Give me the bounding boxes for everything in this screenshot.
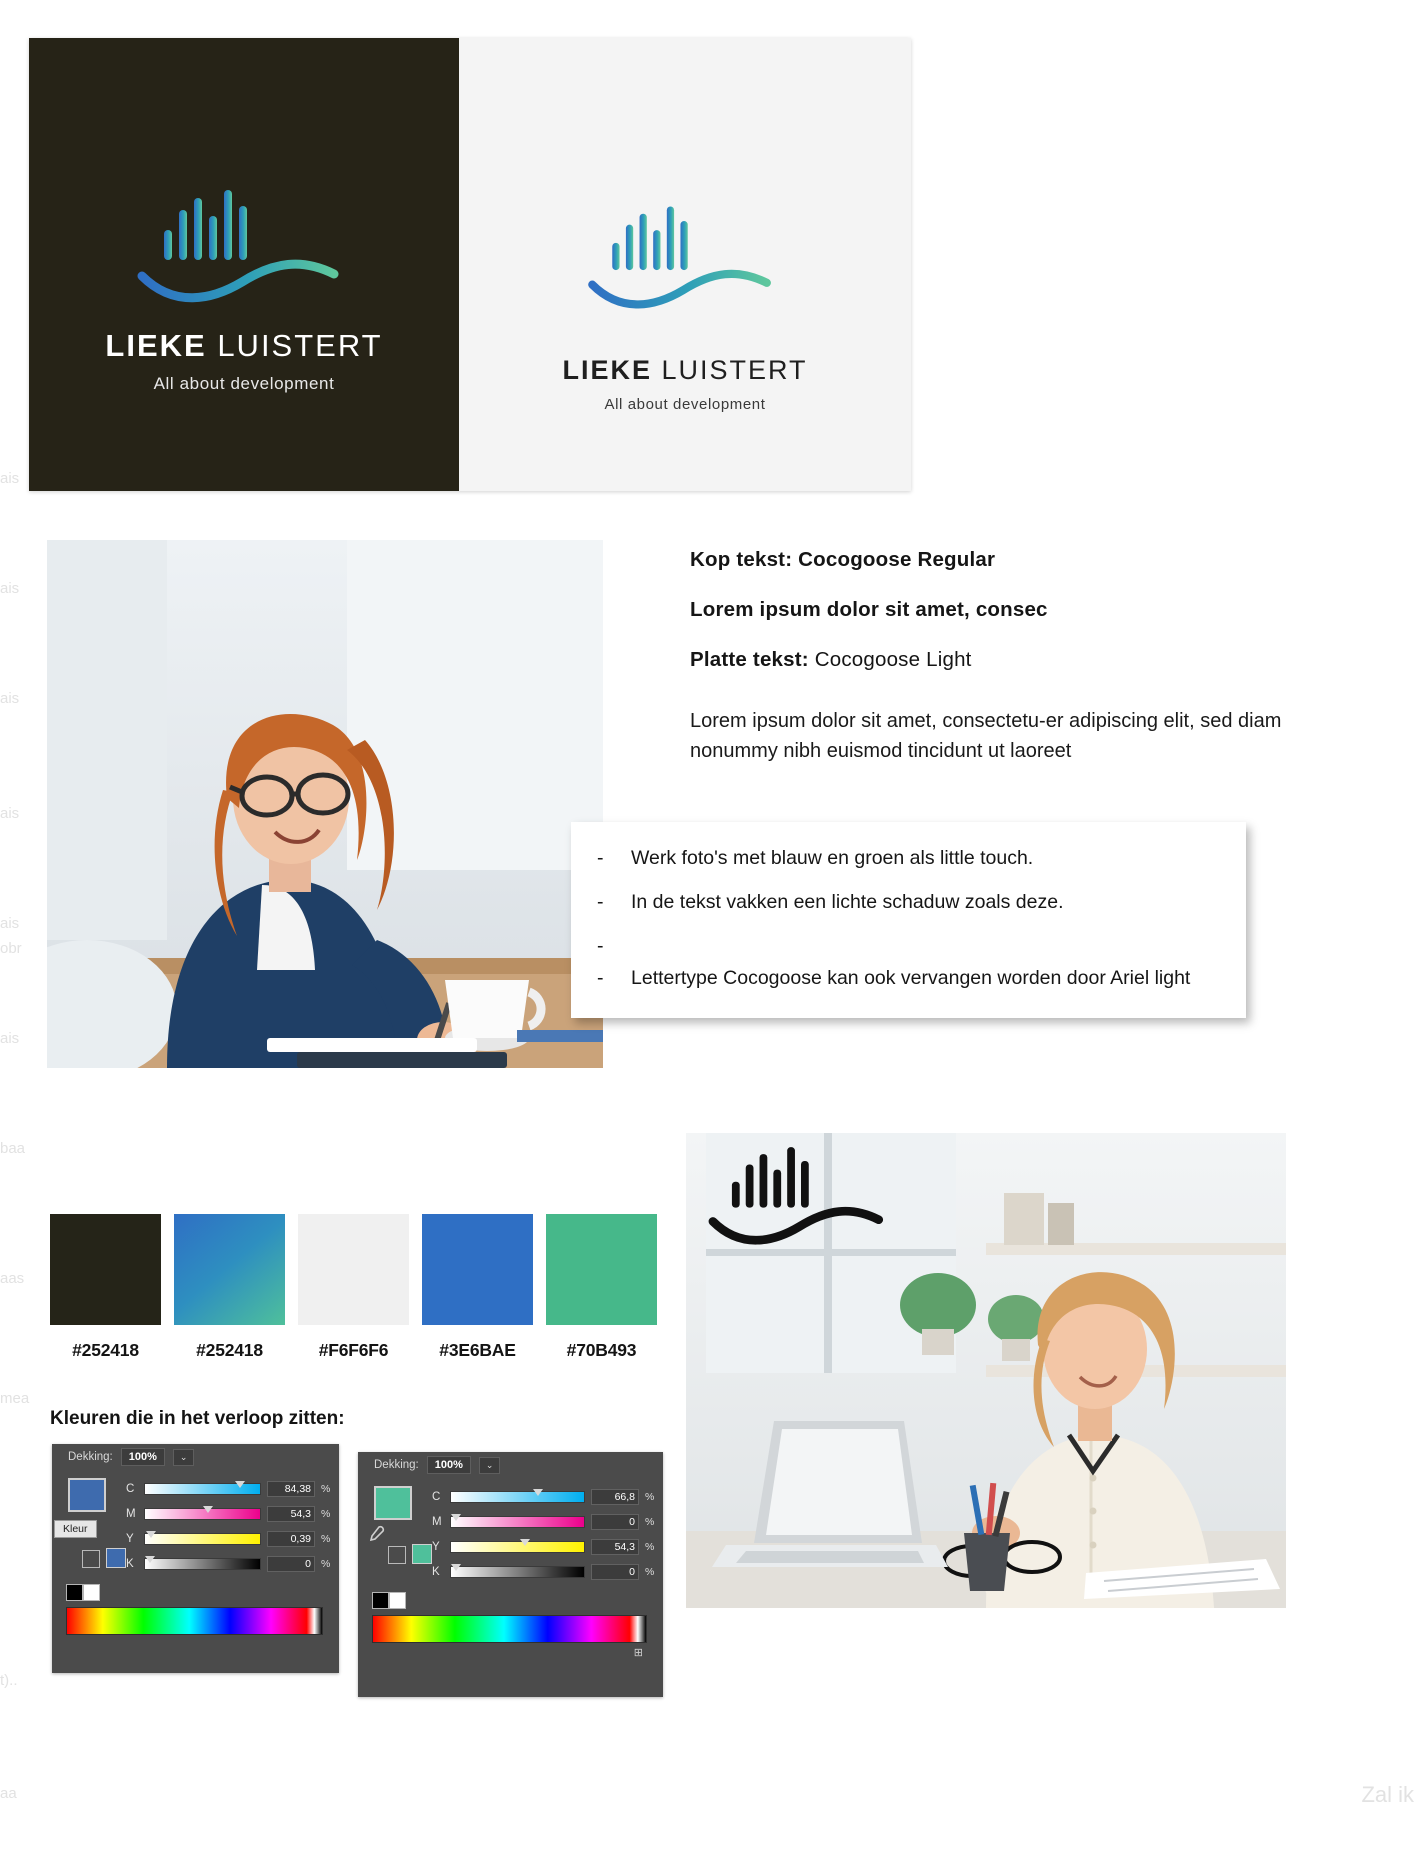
typography-specs (690, 548, 1310, 766)
slider-thumb[interactable] (145, 1556, 155, 1563)
heading-sample-text: Lorem ipsum dolor sit amet, consec (690, 598, 1048, 621)
foreground-color-swatch[interactable] (68, 1478, 106, 1512)
channel-row[interactable] (126, 1501, 331, 1526)
list-item (597, 932, 1220, 960)
ghost-text: ais (0, 470, 20, 487)
photo-woman-at-desk (47, 540, 603, 1068)
opacity-value[interactable]: 100% (427, 1456, 471, 1474)
color-code: #252418 (72, 1340, 139, 1360)
logo-mark-dark (134, 190, 354, 315)
current-color-swatch[interactable] (106, 1548, 126, 1568)
color-code: #70B493 (566, 1340, 637, 1360)
notes-box (571, 822, 1246, 1018)
brand-tagline-dark: All about development (153, 374, 335, 393)
panel-footer (52, 1576, 339, 1643)
channel-row[interactable] (126, 1551, 331, 1576)
body-spec (690, 648, 1310, 672)
brand-light-light: LUISTERT (661, 355, 808, 385)
swatch-cell (546, 1214, 657, 1361)
3d-cube-icon (388, 1546, 406, 1564)
swatch-cell (50, 1214, 161, 1361)
channel-slider[interactable] (144, 1558, 261, 1570)
channel-value[interactable]: 84,38 (267, 1481, 315, 1497)
channel-label: K (432, 1565, 440, 1578)
ghost-text: mea (0, 1390, 30, 1407)
list-item (597, 844, 1220, 872)
channel-unit: % (321, 1482, 331, 1495)
color-code: #3E6BAE (439, 1340, 516, 1360)
logo-mark-light (585, 206, 785, 321)
color-code: #F6F6F6 (318, 1340, 389, 1360)
slider-thumb[interactable] (235, 1481, 245, 1488)
slider-thumb[interactable] (451, 1514, 461, 1521)
black-white-swatches[interactable] (66, 1584, 331, 1601)
ghost-text: obr (0, 940, 22, 957)
black-swatch[interactable] (372, 1592, 389, 1609)
slider-thumb[interactable] (146, 1531, 156, 1538)
3d-cube-icon (82, 1550, 100, 1568)
channel-value[interactable]: 66,8 (591, 1489, 639, 1505)
current-color-swatch[interactable] (412, 1544, 432, 1564)
channel-row[interactable] (126, 1526, 331, 1551)
heading-sample (690, 598, 1310, 622)
channel-value[interactable]: 0 (591, 1564, 639, 1580)
logo-panel-dark (29, 38, 459, 491)
brand-tagline-light: All about development (604, 396, 766, 413)
color-spectrum-bar[interactable] (372, 1615, 647, 1643)
channel-unit: % (321, 1532, 331, 1545)
panel-swatch-column (60, 1476, 122, 1576)
channel-slider[interactable] (450, 1516, 585, 1528)
channel-slider[interactable] (144, 1533, 261, 1545)
chevron-down-icon[interactable]: ⌄ (173, 1449, 195, 1466)
panel-swatch-column (366, 1484, 428, 1584)
brand-bold-dark: LIEKE (105, 328, 207, 363)
note-text: In de tekst vakken een lichte schaduw zoals deze. (631, 891, 1064, 913)
channel-label: M (432, 1515, 442, 1528)
ghost-text-right: Zal ik (1361, 1782, 1414, 1807)
ghost-text: aa (0, 1785, 17, 1802)
channel-unit: % (321, 1557, 331, 1570)
bullet-dash: - (597, 891, 604, 913)
body-spec-label: Platte tekst: (690, 648, 809, 671)
logo-panel-light (459, 38, 911, 491)
panel-header (52, 1444, 339, 1470)
chevron-down-icon[interactable]: ⌄ (479, 1457, 501, 1474)
foreground-color-swatch[interactable] (374, 1486, 412, 1520)
kleur-tooltip: Kleur (54, 1520, 97, 1538)
bullet-dash: - (597, 967, 604, 989)
body-sample-text: Lorem ipsum dolor sit amet, consectetu-er adipiscing elit, sed diam nonummy nibh euismod tincidunt ut laoreet (690, 710, 1282, 762)
channel-unit: % (645, 1490, 655, 1503)
channel-slider[interactable] (450, 1566, 585, 1578)
brand-bold-light: LIEKE (562, 355, 652, 385)
ghost-text: ais (0, 580, 20, 597)
add-swatch-icon[interactable]: ⊞ (633, 1647, 643, 1659)
color-code: #252418 (196, 1340, 263, 1360)
black-white-swatches[interactable] (372, 1592, 655, 1609)
channel-row[interactable] (432, 1534, 655, 1559)
ghost-text: t).. (0, 1672, 18, 1689)
note-text: Lettertype Cocogoose kan ook vervangen worden door Ariel light (631, 967, 1191, 989)
color-swatch (50, 1214, 161, 1325)
black-swatch[interactable] (66, 1584, 83, 1601)
bullet-dash: - (597, 935, 604, 957)
heading-spec (690, 548, 1310, 572)
heading-spec-label: Kop tekst: (690, 548, 793, 571)
slider-thumb[interactable] (520, 1539, 530, 1546)
slider-thumb[interactable] (533, 1489, 543, 1496)
channel-slider[interactable] (450, 1491, 585, 1503)
channel-value[interactable]: 0 (591, 1514, 639, 1530)
photoshop-color-panel-green[interactable] (358, 1452, 663, 1697)
channel-slider[interactable] (144, 1508, 261, 1520)
channel-sliders (428, 1484, 655, 1584)
color-spectrum-bar[interactable] (66, 1607, 323, 1635)
channel-value[interactable]: 54,3 (267, 1506, 315, 1522)
color-swatch (422, 1214, 533, 1325)
channel-label: C (432, 1490, 441, 1503)
slider-thumb[interactable] (451, 1564, 461, 1571)
channel-slider[interactable] (450, 1541, 585, 1553)
note-text: Werk foto's met blauw en groen als little touch. (631, 847, 1034, 869)
logo-board (29, 38, 911, 491)
ghost-text: baa (0, 1140, 26, 1157)
color-swatch (546, 1214, 657, 1325)
channel-value[interactable]: 0,39 (267, 1531, 315, 1547)
photoshop-color-panel-blue[interactable] (52, 1444, 339, 1673)
channel-unit: % (645, 1515, 655, 1528)
channel-row[interactable] (432, 1559, 655, 1584)
list-item (597, 888, 1220, 916)
body-spec-value: Cocogoose Light (814, 648, 972, 671)
channel-unit: % (645, 1540, 655, 1553)
bullet-dash: - (597, 847, 604, 869)
panel-body (358, 1478, 663, 1584)
channel-label: Y (126, 1532, 134, 1545)
channel-label: C (126, 1482, 135, 1495)
gradient-colors-label: Kleuren die in het verloop zitten: (50, 1408, 345, 1429)
opacity-label: Dekking: (374, 1459, 419, 1471)
color-palette (50, 1214, 657, 1361)
panel-header (358, 1452, 663, 1478)
channel-row[interactable] (432, 1509, 655, 1534)
channel-sliders (122, 1476, 331, 1576)
eyedropper-icon[interactable] (364, 1524, 386, 1546)
opacity-label: Dekking: (68, 1451, 113, 1463)
ghost-text: ais (0, 690, 20, 707)
brand-light-dark: LUISTERT (217, 328, 383, 363)
brand-wordmark-dark (105, 328, 382, 364)
swatch-cell (174, 1214, 285, 1361)
heading-spec-value: Cocogoose Regular (798, 548, 996, 571)
channel-row[interactable] (432, 1484, 655, 1509)
ghost-text: ais (0, 915, 20, 932)
channel-slider[interactable] (144, 1483, 261, 1495)
opacity-value[interactable]: 100% (121, 1448, 165, 1466)
channel-label: Y (432, 1540, 440, 1553)
color-swatch-gradient (174, 1214, 285, 1325)
slider-thumb[interactable] (203, 1506, 213, 1513)
ghost-text: ais (0, 805, 20, 822)
channel-unit: % (645, 1565, 655, 1578)
color-swatch (298, 1214, 409, 1325)
ghost-text: ais (0, 1030, 20, 1047)
panel-footer (358, 1584, 663, 1667)
logo-mark-overlay (706, 1140, 906, 1260)
channel-value[interactable]: 54,3 (591, 1539, 639, 1555)
list-item (597, 964, 1220, 992)
channel-row[interactable] (126, 1476, 331, 1501)
channel-unit: % (321, 1507, 331, 1520)
brand-wordmark-light (562, 355, 807, 386)
channel-label: K (126, 1557, 134, 1570)
ghost-text: aas (0, 1270, 25, 1287)
channel-label: M (126, 1507, 136, 1520)
white-swatch[interactable] (83, 1584, 100, 1601)
white-swatch[interactable] (389, 1592, 406, 1609)
swatch-cell (422, 1214, 533, 1361)
channel-value[interactable]: 0 (267, 1556, 315, 1572)
panel-body (52, 1470, 339, 1576)
swatch-cell (298, 1214, 409, 1361)
